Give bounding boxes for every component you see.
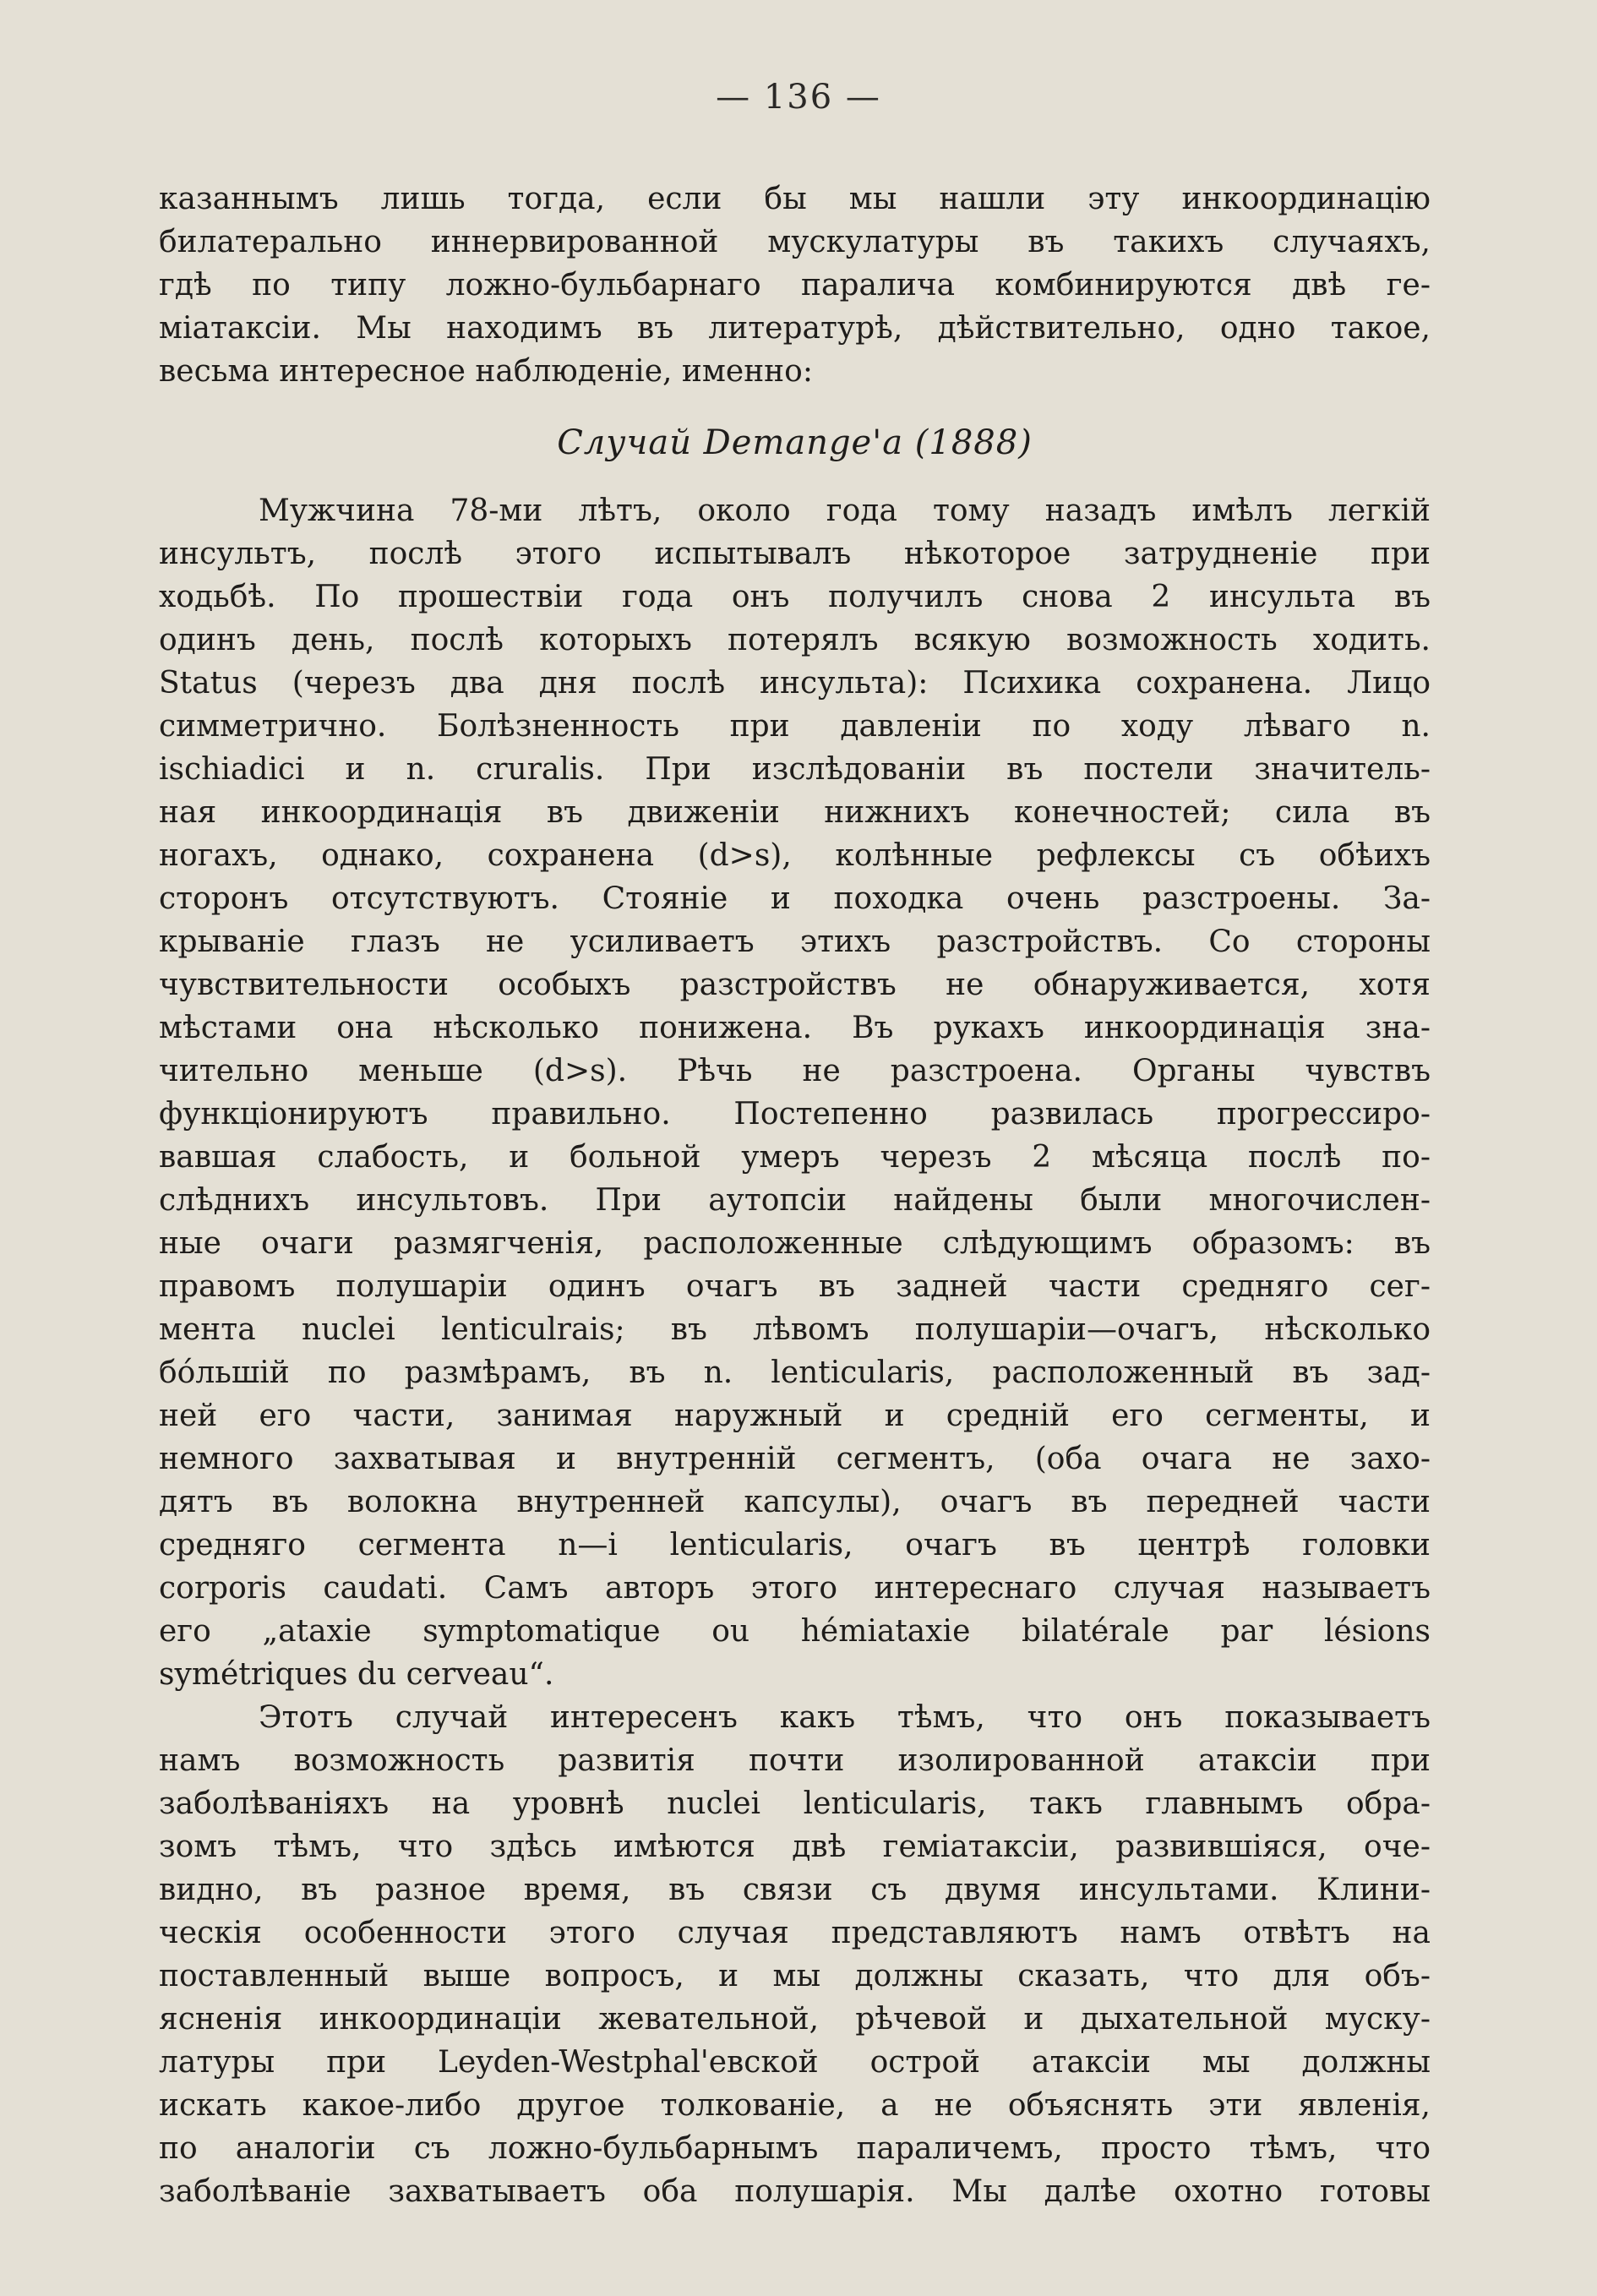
text-line: чувствительности особыхъ разстройствъ не обнаруживается, хотя [159, 968, 1431, 1002]
text-line: средняго сегмента n—i lenticularis, очагъ въ центрѣ головки [159, 1528, 1431, 1562]
text-line: ные очаги размягченія, расположенные слѣдующимъ образомъ: въ [159, 1226, 1431, 1261]
text-line: немного захватывая и внутренній сегментъ, (оба очага не захо- [159, 1442, 1431, 1476]
text-line: symétriques du cerveau“. [159, 1657, 554, 1692]
text-line: бо́льшій по размѣрамъ, въ n. lenticularis, расположенный въ зад- [159, 1355, 1431, 1390]
paragraph-3 [159, 1696, 1431, 2213]
text-line: ней его части, занимая наружный и средній его сегменты, и [159, 1399, 1431, 1433]
text-line: по аналогіи съ ложно-бульбарнымъ параличемъ, просто тѣмъ, что [159, 2131, 1431, 2166]
text-line: билатерально иннервированной мускулатуры въ такихъ случаяхъ, [159, 225, 1431, 259]
text-line: намъ возможность развитія почти изолированной атаксіи при [159, 1743, 1431, 1778]
paragraph-1 [159, 177, 1431, 393]
text-line: ческія особенности этого случая представляютъ намъ отвѣтъ на [159, 1916, 1431, 1950]
text-line: міатаксіи. Мы находимъ въ литературѣ, дѣйствительно, одно такое, [159, 311, 1431, 346]
text-line: правомъ полушаріи одинъ очагъ въ задней части средняго сег- [159, 1269, 1431, 1304]
text-line: искать какое-либо другое толкованіе, а не объяснять эти явленія, [159, 2088, 1431, 2123]
text-line: чительно меньше (d>s). Рѣчь не разстроена. Органы чувствъ [159, 1054, 1431, 1088]
text-line: ходьбѣ. По прошествіи года онъ получилъ снова 2 инсульта въ [159, 580, 1431, 614]
text-line: Этотъ случай интересенъ какъ тѣмъ, что онъ показываетъ [259, 1700, 1431, 1735]
text-line: ischiadici и n. cruralis. При изслѣдованіи въ постели значитель- [159, 752, 1431, 787]
text-line: крываніе глазъ не усиливаетъ этихъ разстройствъ. Со стороны [159, 924, 1431, 959]
text-line: латуры при Leyden-Westphal'евской острой атаксіи мы должны [159, 2045, 1431, 2080]
text-line: зомъ тѣмъ, что здѣсь имѣются двѣ геміатаксіи, развившіяся, оче- [159, 1830, 1431, 1864]
text-line: заболѣваніяхъ на уровнѣ nuclei lenticularis, такъ главнымъ обра- [159, 1786, 1431, 1821]
text-line: его „ataxie symptomatique ou hémiataxie bilatérale par lésions [159, 1614, 1431, 1649]
text-line: казаннымъ лишь тогда, если бы мы нашли эту инкоординацію [159, 182, 1431, 216]
paragraph-2 [159, 489, 1431, 1696]
text-line: заболѣваніе захватываетъ оба полушарія. Мы далѣе охотно готовы [159, 2174, 1431, 2209]
text-line: мента nuclei lenticulrais; въ лѣвомъ полушаріи—очагъ, нѣсколько [159, 1312, 1431, 1347]
text-line: весьма интересное наблюденіе, именно: [159, 354, 813, 389]
text-line: corporis caudati. Самъ авторъ этого интереснаго случая называетъ [159, 1571, 1431, 1606]
text-line: ясненія инкоординаціи жевательной, рѣчевой и дыхательной муску- [159, 2002, 1431, 2037]
text-line: сторонъ отсутствуютъ. Стояніе и походка очень разстроены. За- [159, 881, 1431, 916]
text-line: слѣднихъ инсультовъ. При аутопсіи найдены были многочислен- [159, 1183, 1431, 1218]
page-number: — 136 — [716, 78, 881, 117]
text-line: симметрично. Болѣзненность при давленіи по ходу лѣваго n. [159, 709, 1431, 744]
text-line: вавшая слабость, и больной умеръ черезъ 2 мѣсяца послѣ по- [159, 1140, 1431, 1175]
text-line: функціонируютъ правильно. Постепенно развилась прогрессиро- [159, 1097, 1431, 1132]
text-line: Status (черезъ два дня послѣ инсульта): Психика сохранена. Лицо [159, 666, 1431, 701]
text-line: гдѣ по типу ложно-бульбарнаго паралича комбинируются двѣ ге- [159, 268, 1431, 303]
body-text [159, 177, 1431, 2213]
text-line: ногахъ, однако, сохранена (d>s), колѣнные рефлексы съ обѣихъ [159, 838, 1431, 873]
text-line: одинъ день, послѣ которыхъ потерялъ всякую возможность ходить. [159, 623, 1431, 657]
text-line: поставленный выше вопросъ, и мы должны сказать, что для объ- [159, 1959, 1431, 1993]
section-heading: Случай Demange'а (1888) [557, 423, 1033, 462]
text-line: инсультъ, послѣ этого испытывалъ нѣкоторое затрудненіе при [159, 537, 1431, 571]
text-line: дятъ въ волокна внутренней капсулы), очагъ въ передней части [159, 1485, 1431, 1519]
text-line: видно, въ разное время, въ связи съ двумя инсультами. Клини- [159, 1873, 1431, 1907]
text-line: мѣстами она нѣсколько понижена. Въ рукахъ инкоординація зна- [159, 1011, 1431, 1045]
text-line: Мужчина 78-ми лѣтъ, около года тому назадъ имѣлъ легкій [259, 494, 1431, 528]
text-line: ная инкоординація въ движеніи нижнихъ конечностей; сила въ [159, 795, 1431, 830]
